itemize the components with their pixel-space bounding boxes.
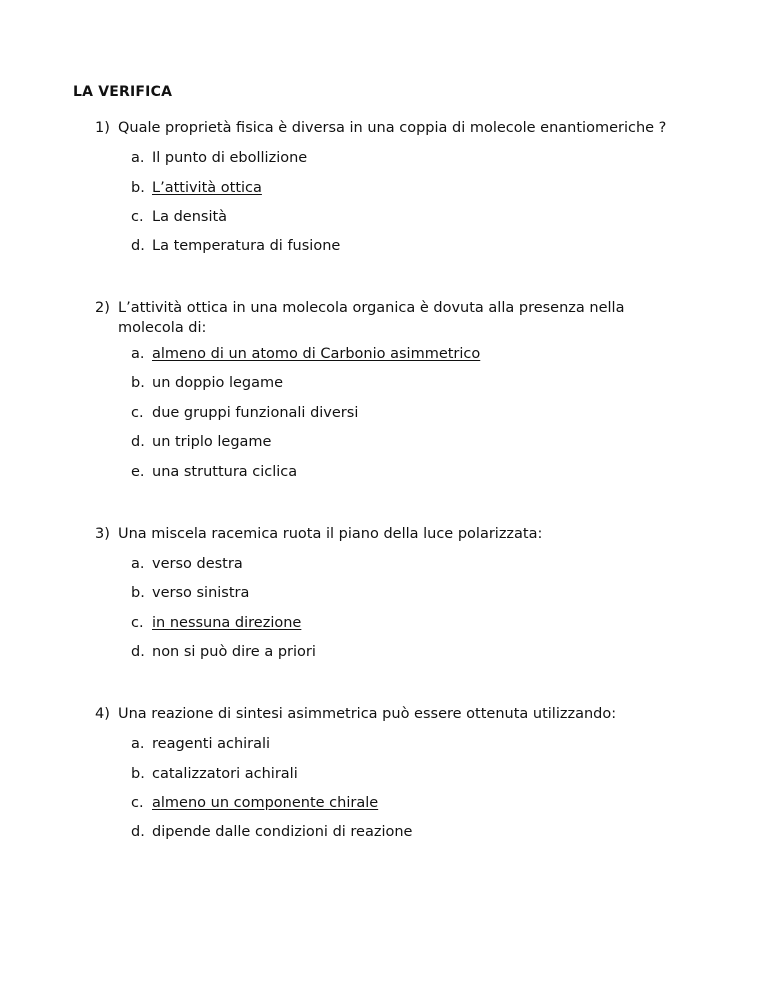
question-2 [95, 298, 695, 480]
option-text: non si può dire a priori [152, 644, 316, 660]
option-text-correct: almeno di un atomo di Carbonio asimmetrico [152, 346, 481, 362]
option-d [131, 432, 271, 452]
option-b [131, 583, 249, 603]
option-letter: d. [131, 824, 145, 840]
option-text: verso sinistra [152, 585, 250, 601]
option-text: verso destra [152, 556, 243, 572]
question-number: 2) [95, 300, 110, 316]
option-text: dipende dalle condizioni di reazione [152, 824, 413, 840]
option-c [131, 793, 378, 813]
question-number: 3) [95, 526, 110, 542]
page-title: LA VERIFICA [73, 84, 173, 100]
option-d [131, 642, 316, 662]
option-letter: b. [131, 585, 145, 601]
question-1 [95, 118, 695, 254]
option-letter: a. [131, 150, 145, 166]
option-d [131, 822, 412, 842]
option-a [131, 734, 270, 754]
option-letter: c. [131, 405, 144, 421]
question-4 [95, 704, 695, 840]
option-letter: d. [131, 644, 145, 660]
option-letter: c. [131, 615, 144, 631]
option-text: una struttura ciclica [152, 464, 298, 480]
option-text-correct: almeno un componente chirale [152, 795, 379, 811]
question-stem [95, 298, 688, 338]
option-b [131, 764, 298, 784]
option-e [131, 462, 297, 482]
question-stem [95, 704, 695, 724]
option-b [131, 178, 262, 198]
option-text: due gruppi funzionali diversi [152, 405, 359, 421]
option-c [131, 207, 227, 227]
option-text-correct: L’attività ottica [152, 180, 262, 196]
question-number: 1) [95, 120, 110, 136]
option-text: un triplo legame [152, 434, 272, 450]
option-text-correct: in nessuna direzione [152, 615, 302, 631]
option-a [131, 554, 243, 574]
option-letter: d. [131, 238, 145, 254]
option-text: un doppio legame [152, 375, 284, 391]
option-letter: c. [131, 795, 144, 811]
option-letter: c. [131, 209, 144, 225]
option-letter: b. [131, 375, 145, 391]
option-text: Il punto di ebollizione [152, 150, 308, 166]
option-letter: e. [131, 464, 145, 480]
question-text: Quale proprietà fisica è diversa in una coppia di molecole enantiomeriche ? [118, 120, 667, 136]
option-c [131, 613, 301, 633]
option-text: catalizzatori achirali [152, 766, 298, 782]
option-letter: a. [131, 346, 145, 362]
question-text: Una miscela racemica ruota il piano della luce polarizzata: [118, 526, 543, 542]
option-letter: a. [131, 736, 145, 752]
option-letter: b. [131, 180, 145, 196]
option-a [131, 148, 307, 168]
question-number: 4) [95, 706, 110, 722]
option-b [131, 373, 283, 393]
option-letter: a. [131, 556, 145, 572]
option-letter: b. [131, 766, 145, 782]
question-text: Una reazione di sintesi asimmetrica può essere ottenuta utilizzando: [118, 706, 617, 722]
option-d [131, 236, 340, 256]
question-text: L’attività ottica in una molecola organica è dovuta alla presenza nella molecola di: [118, 300, 625, 336]
question-3 [95, 524, 695, 660]
option-text: La densità [152, 209, 228, 225]
option-a [131, 344, 480, 364]
option-text: La temperatura di fusione [152, 238, 341, 254]
question-stem [95, 118, 695, 138]
question-stem [95, 524, 695, 544]
option-c [131, 403, 358, 423]
option-text: reagenti achirali [152, 736, 271, 752]
option-letter: d. [131, 434, 145, 450]
